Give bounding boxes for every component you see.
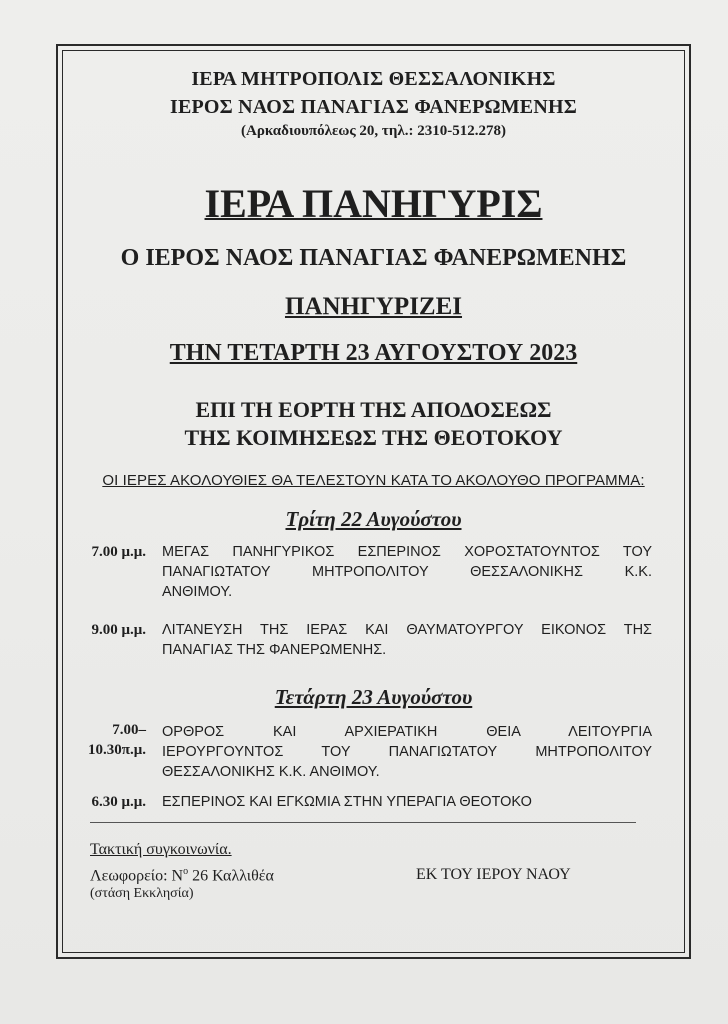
event-line: ΕΣΠΕΡΙΝΟΣ ΚΑΙ ΕΓΚΩΜΙΑ ΣΤΗΝ ΥΠΕΡΑΓΙΑ ΘΕΟΤΟΚΟ <box>162 794 532 810</box>
announcement-date: ΤΗΝ ΤΕΤΑΡΤΗ 23 ΑΥΓΟΥΣΤΟΥ 2023 <box>169 340 578 366</box>
announcement-line-1: Ο ΙΕΡΟΣ ΝΑΟΣ ΠΑΝΑΓΙΑΣ ΦΑΝΕΡΩΜΕΝΗΣ <box>120 245 627 271</box>
feast-line-2: ΤΗΣ ΚΟΙΜΗΣΕΩΣ ΤΗΣ ΘΕΟΤΟΚΟΥ <box>184 425 563 450</box>
church-heading: ΙΕΡΟΣ ΝΑΟΣ ΠΑΝΑΓΙΑΣ ΦΑΝΕΡΩΜΕΝΗΣ <box>169 96 578 118</box>
event-line: ΟΡΘΡΟΣ ΚΑΙ ΑΡΧΙΕΡΑΤΙΚΗ ΘΕΙΑ ΛΕΙΤΟΥΡΓΙΑ <box>162 724 652 740</box>
event-line: ΜΕΓΑΣ ΠΑΝΗΓΥΡΙΚΟΣ ΕΣΠΕΡΙΝΟΣ ΧΟΡΟΣΤΑΤΟΥΝΤΟΣ ΤΟΥ <box>162 544 652 560</box>
event-time: 7.00 μ.μ. <box>91 544 146 560</box>
bus-stop: (στάση Εκκλησία) <box>90 886 194 901</box>
event-line: ΘΕΣΣΑΛΟΝΙΚΗΣ Κ.Κ. ΑΝΘΙΜΟΥ. <box>162 764 380 780</box>
feast-line-1: ΕΠΙ ΤΗ ΕΟΡΤΗ ΤΗΣ ΑΠΟΔΟΣΕΩΣ <box>195 397 552 422</box>
event-line: ΠΑΝΑΓΙΩΤΑΤΟΥ ΜΗΤΡΟΠΟΛΙΤΟΥ ΘΕΣΣΑΛΟΝΙΚΗΣ Κ.Κ. <box>162 564 652 580</box>
event-line: ΙΕΡΟΥΡΓΟΥΝΤΟΣ ΤΟΥ ΠΑΝΑΓΙΩΤΑΤΟΥ ΜΗΤΡΟΠΟΛΙΤΟΥ <box>162 744 652 760</box>
event-time-start: 7.00– <box>112 722 146 738</box>
bus-rest: 26 Καλλιθέα <box>188 867 274 885</box>
event-time: 6.30 μ.μ. <box>91 794 146 810</box>
event-time <box>70 720 146 760</box>
announcement-line-2: ΠΑΝΗΓΥΡΙΖΕΙ <box>284 293 463 320</box>
transport-title <box>90 840 232 860</box>
bus-prefix: Λεωφορείο: Ν <box>90 867 184 885</box>
event-description <box>162 542 652 602</box>
signature: ΕΚ ΤΟΥ ΙΕΡΟΥ ΝΑΟΥ <box>416 866 571 883</box>
event-description <box>162 620 652 660</box>
event-line: ΠΑΝΑΓΙΑΣ ΤΗΣ ΦΑΝΕΡΩΜΕΝΗΣ. <box>162 642 387 658</box>
bus-line <box>90 862 274 886</box>
day-heading-tuesday: Τρίτη 22 Αυγούστου <box>285 507 462 531</box>
footer-divider <box>90 822 636 823</box>
event-line: ΑΝΘΙΜΟΥ. <box>162 584 233 600</box>
program-intro: ΟΙ ΙΕΡΕΣ ΑΚΟΛΟΥΘΙΕΣ ΘΑ ΤΕΛΕΣΤΟΥΝ ΚΑΤΑ ΤΟ ΑΚΟΛΟΥΘΟ ΠΡΟΓΡΑΜΜΑ: <box>102 472 645 489</box>
metropolis-heading: ΙΕΡΑ ΜΗΤΡΟΠΟΛΙΣ ΘΕΣΣΑΛΟΝΙΚΗΣ <box>191 68 556 90</box>
church-address: (Αρκαδιουπόλεως 20, τηλ.: 2310-512.278) <box>241 123 506 139</box>
bus-superscript: ο <box>183 866 189 877</box>
event-time-end: 10.30π.μ. <box>88 742 146 758</box>
event-description <box>162 792 652 812</box>
event-line: ΛΙΤΑΝΕΥΣΗ ΤΗΣ ΙΕΡΑΣ ΚΑΙ ΘΑΥΜΑΤΟΥΡΓΟΥ ΕΙΚΟΝΟΣ ΤΗΣ <box>162 622 652 638</box>
day-heading-wednesday: Τετάρτη 23 Αυγούστου <box>274 685 473 709</box>
poster-title: ΙΕΡΑ ΠΑΝΗΓΥΡΙΣ <box>204 181 543 226</box>
event-description <box>162 722 652 782</box>
event-time: 9.00 μ.μ. <box>91 622 146 638</box>
transport-title-text: Τακτική συγκοινωνία. <box>90 841 232 858</box>
